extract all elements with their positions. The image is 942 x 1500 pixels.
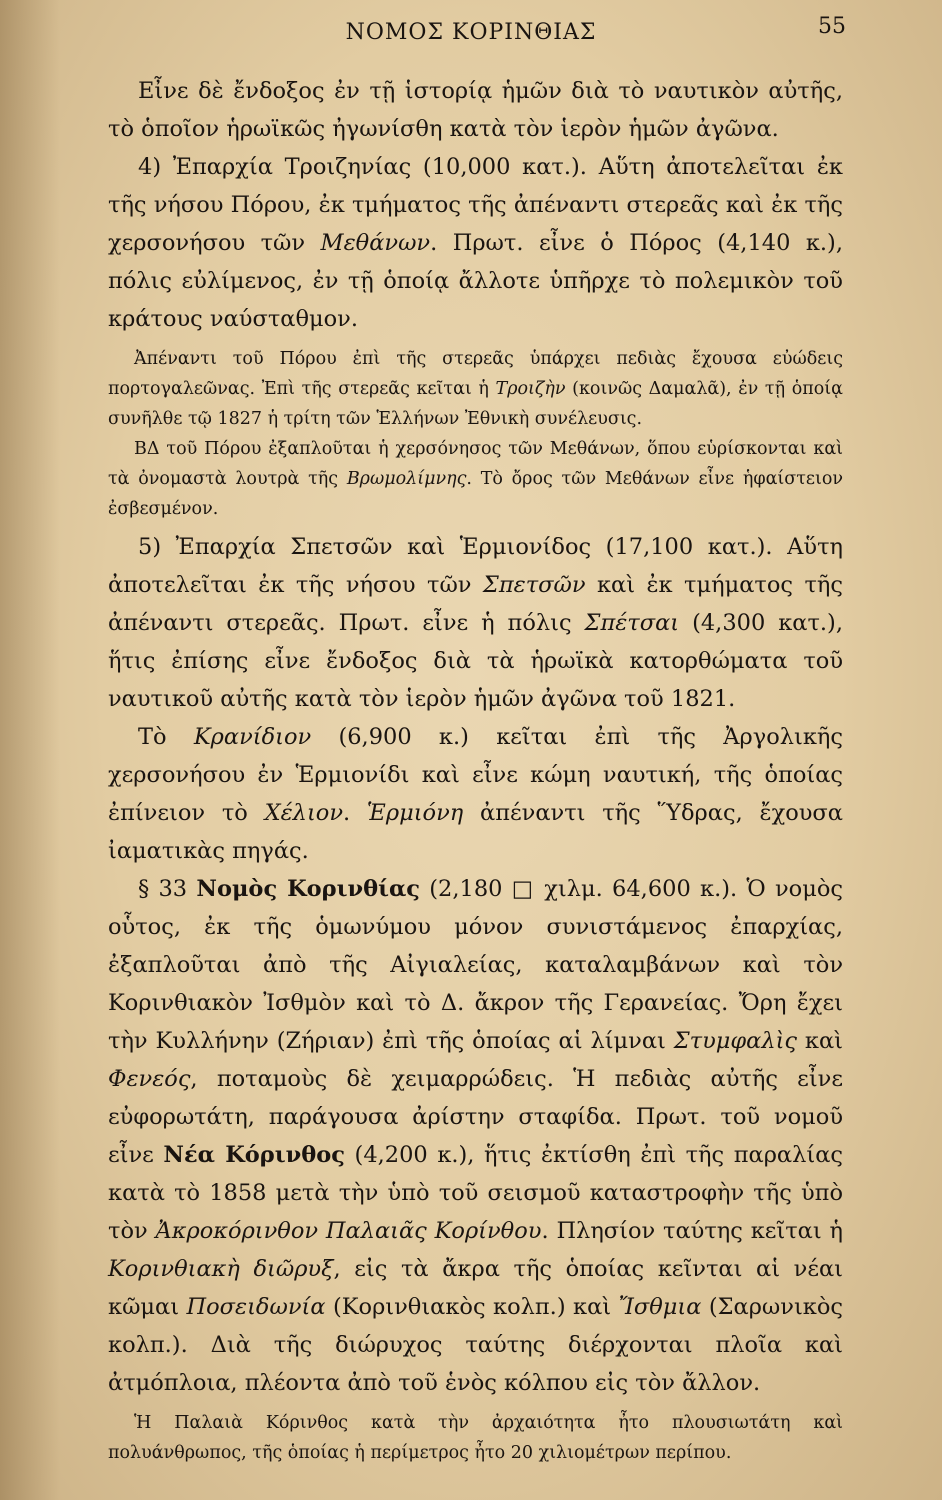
p5-mid4: , εἰς τὰ ἄκρα τῆς ὁποίας κεῖνται αἱ νέαι κῶμαι <box>108 1256 843 1320</box>
note-methana <box>108 434 843 524</box>
p5-mid1: , ποταμοὺς δὲ χειμαρρώδεις. Ἡ πεδιὰς αὐτῆς εἶνε εὐφορωτάτη, παράγουσα ἀρίστην σταφίδα. Πρωτ. τοῦ νομοῦ εἶνε <box>108 1066 843 1168</box>
note1-tail: (κοινῶς Δαμαλᾶ), ἐν τῇ ὁποίᾳ συνῆλθε τῷ 1827 ἡ τρίτη τῶν Ἑλλήνων Ἐθνικὴ συνέλευσις. <box>108 379 843 429</box>
ermioni-name: Ἑρμιόνη <box>366 800 464 826</box>
poseidonia-name: Ποσειδωνία <box>186 1294 326 1320</box>
body-text <box>108 72 843 1468</box>
paragraph-kranidi <box>108 718 843 870</box>
chelion-name: Χέλιον <box>264 800 343 826</box>
akrokorinthon-name: Ἀκροκόρινθον Παλαιᾶς Κορίνθου <box>155 1218 542 1244</box>
troizin-name: Τροιζὴν <box>495 379 566 399</box>
paragraph-troizinia <box>108 148 843 338</box>
isthmia-name: Ἴσθμια <box>618 1294 702 1320</box>
note2-lead: ΒΔ τοῦ Πόρου ἐξαπλοῦται ἡ χερσόνησος τῶν Μεθάνων, ὅπου εὑρίσκονται καὶ τὰ ὀνομαστὰ λουτρὰ τῆς <box>108 439 843 489</box>
note-poros-troizin <box>108 344 843 434</box>
methanon-name: Μεθάνων <box>320 230 431 256</box>
p3-lead: 5) Ἐπαρχία Σπετσῶν καὶ Ἑρμιονίδος (17,100 κατ.). Αὕτη ἀποτελεῖται ἐκ τῆς νήσου τῶν <box>108 534 843 598</box>
vromolimni-name: Βρωμολίμνης <box>346 469 467 489</box>
dioryx-name: Κορινθιακὴ διῶρυξ <box>108 1256 334 1282</box>
p5-lead: Ὁ νομὸς οὗτος, ἐκ τῆς ὁμωνύμου μόνον συνιστάμενος ἐπαρχίας, ἐξαπλοῦται ἀπὸ τῆς Αἰγιαλείας, καταλαμβάνων καὶ τὸν Κορινθιακὸν Ἰσθμὸν καὶ τὸ Δ. ἄκρον τῆς Γερανείας. Ὄρη ἔχει τὴν Κυλλήνην (Ζήριαν) ἐπὶ τῆς ὁποίας αἱ λίμναι <box>108 876 843 1054</box>
p4-tail: ἀπέναντι τῆς Ὕδρας, ἔχουσα ἰαματικὰς πηγάς. <box>108 800 843 864</box>
troizinia-text-tail: . Πρωτ. εἶνε ὁ Πόρος (4,140 κ.), πόλις εὐλίμενος, ἐν τῇ ὁποίᾳ ἄλλοτε ὑπῆρχε τὸ πολεμικὸν τοῦ κράτους ναύσταθμον. <box>108 230 843 332</box>
p5-mid3: . Πλησίον ταύτης κεῖται ἡ <box>541 1218 843 1244</box>
feneos-name: Φενεός <box>108 1066 191 1092</box>
spetson-name: Σπετσῶν <box>482 572 586 598</box>
paragraph-spetses-ermionida <box>108 528 843 718</box>
p4-mid2: . <box>343 800 367 826</box>
kranidion-name: Κρανίδιον <box>193 724 312 750</box>
running-head: ΝΟΜΟΣ ΚΟΡΙΝΘΙΑΣ <box>345 20 597 45</box>
stymfalis-name: Στυμφαλὶς <box>673 1028 798 1054</box>
note2-tail: . Τὸ ὄρος τῶν Μεθάνων εἶνε ἡφαίστειον ἐσβεσμένον. <box>108 469 843 519</box>
section-stats: (2,180 □ χιλμ. 64,600 κ.). <box>420 876 738 902</box>
section-title: Νομὸς Κορινθίας <box>196 876 421 902</box>
p4-mid1: (6,900 κ.) κεῖται ἐπὶ τῆς Ἀργολικῆς χερσονήσου ἐν Ἑρμιονίδι καὶ εἶνε κώμη ναυτική, τῆς ὁποίας ἐπίνειον τὸ <box>108 724 843 826</box>
p3-mid: καὶ ἐκ τμήματος τῆς ἀπέναντι στερεᾶς. Πρωτ. εἶνε ἡ πόλις <box>108 572 843 636</box>
troizinia-text-lead: 4) Ἐπαρχία Τροιζηνίας (10,000 κατ.). Αὕτη ἀποτελεῖται ἐκ τῆς νήσου Πόρου, ἐκ τμήματος τῆς ἀπέναντι στερεᾶς καὶ ἐκ τῆς χερσονήσου τῶν <box>108 154 843 256</box>
note-palaia-korinthos: Ἡ Παλαιὰ Κόρινθος κατὰ τὴν ἀρχαιότητα ἦτο πλουσιωτάτη καὶ πολυάνθρωπος, τῆς ὁποίας ἡ περίμετρος ἦτο 20 χιλιομέτρων περίπου. <box>108 1413 843 1463</box>
nea-korinthos-name: Νέα Κόρινθος <box>163 1142 345 1168</box>
page-number: 55 <box>818 14 846 39</box>
p3-tail: (4,300 κατ.), ἥτις ἐπίσης εἶνε ἔνδοξος διὰ τὰ ἡρωϊκὰ κατορθώματα τοῦ ναυτικοῦ αὐτῆς κατὰ τὸν ἱερὸν ἡμῶν ἀγῶνα τοῦ 1821. <box>108 610 843 712</box>
paragraph-nomos-korinthias <box>108 870 843 1402</box>
p5-mid5: (Κορινθιακὸς κολπ.) καὶ <box>325 1294 619 1320</box>
page-edge-shadow <box>0 0 60 1500</box>
p5-tail: (Σαρωνικὸς κολπ.). Διὰ τῆς διώρυχος ταύτης διέρχονται πλοῖα καὶ ἀτμόπλοια, πλέοντα ἀπὸ τοῦ ἑνὸς κόλπου εἰς τὸν ἄλλον. <box>108 1294 843 1396</box>
p4-lead: Τὸ <box>138 724 194 750</box>
p5-mid2: (4,200 κ.), ἥτις ἐκτίσθη ἐπὶ τῆς παραλίας κατὰ τὸ 1858 μετὰ τὴν ὑπὸ τοῦ σεισμοῦ καταστροφὴν τῆς ὑπὸ τὸν <box>108 1142 843 1244</box>
note1-lead: Ἀπέναντι τοῦ Πόρου ἐπὶ τῆς στερεᾶς ὑπάρχει πεδιὰς ἔχουσα εὐώδεις πορτογαλεῶνας. Ἐπὶ τῆς στερεᾶς κεῖται ἡ <box>108 349 843 399</box>
paragraph-spetses-intro-tail: Εἶνε δὲ ἔνδοξος ἐν τῇ ἱστορίᾳ ἡμῶν διὰ τὸ ναυτικὸν αὐτῆς, τὸ ὁποῖον ἡρωϊκῶς ἠγωνίσθη κατὰ τὸν ἱερὸν ἡμῶν ἀγῶνα. <box>108 78 843 142</box>
spetsai-name: Σπέτσαι <box>584 610 680 636</box>
section-number: § 33 <box>138 876 188 902</box>
p5-and1: καὶ <box>797 1028 843 1054</box>
